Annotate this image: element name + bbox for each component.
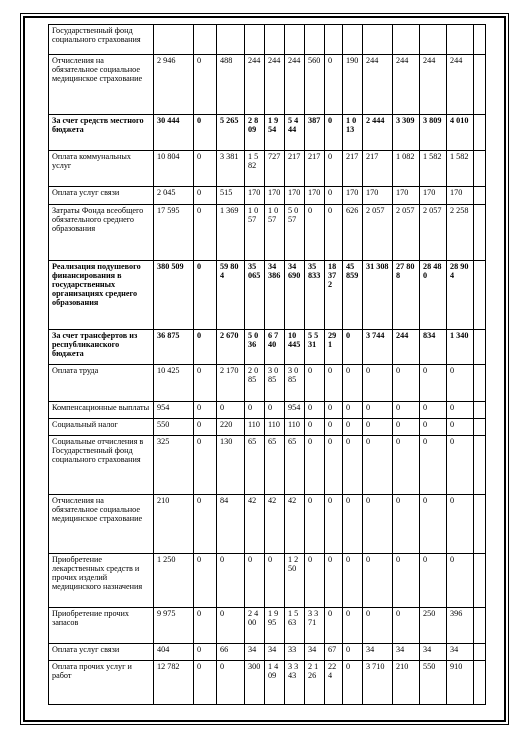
table-cell: 0 [194,151,217,187]
table-cell: 59 804 [217,261,245,330]
table-cell: 244 [420,55,447,115]
table-cell: 0 [194,436,217,495]
row-label: Оплата труда [49,365,154,402]
table-cell: 10 425 [154,365,194,402]
table-cell: 2 444 [363,115,393,151]
table-cell: 0 [447,495,474,554]
table-cell: 244 [245,55,265,115]
table-cell: 0 [194,55,217,115]
table-cell: 488 [217,55,245,115]
row-label: Затраты Фонда всеобщего обязательного среднего образования [49,205,154,261]
table-cell: 0 [363,554,393,608]
table-row [49,151,486,187]
table-row [49,205,486,261]
row-label: Компенсационные выплаты [49,402,154,419]
table-cell: 67 [325,644,343,661]
table-cell: 0 [393,402,420,419]
row-label: За счет средств местного бюджета [49,115,154,151]
table-cell: 1 340 [447,330,474,365]
table-cell: 834 [420,330,447,365]
table-cell: 0 [217,554,245,608]
table-row [49,25,486,55]
table-cell: 0 [343,436,363,495]
table-cell [474,608,486,644]
table-cell [474,419,486,436]
table-cell: 0 [194,661,217,705]
table-row [49,661,486,705]
table-cell: 2 946 [154,55,194,115]
table-cell: 1 369 [217,205,245,261]
table-cell: 0 [325,436,343,495]
table-cell: 130 [217,436,245,495]
table-cell: 0 [194,115,217,151]
table-cell: 1 250 [154,554,194,608]
table-cell: 2 057 [363,205,393,261]
table-cell: 3 381 [217,151,245,187]
table-cell: 0 [325,187,343,205]
table-cell: 0 [393,495,420,554]
table-cell: 6 740 [265,330,285,365]
table-cell: 0 [343,495,363,554]
table-cell [474,661,486,705]
table-cell: 560 [305,55,325,115]
table-row [49,608,486,644]
table-cell: 170 [343,187,363,205]
budget-table [48,24,486,705]
table-cell [474,365,486,402]
table-cell: 110 [245,419,265,436]
row-label: Оплата услуг связи [49,644,154,661]
table-cell: 217 [305,151,325,187]
table-cell: 0 [343,608,363,644]
table-cell [420,25,447,55]
table-cell: 5 036 [245,330,265,365]
table-cell: 727 [265,151,285,187]
table-row [49,115,486,151]
table-row [49,55,486,115]
table-cell: 0 [305,205,325,261]
table-row [49,330,486,365]
table-cell: 224 [325,661,343,705]
table-cell: 4 010 [447,115,474,151]
table-cell: 0 [325,151,343,187]
table-cell: 2 085 [245,365,265,402]
table-cell [474,644,486,661]
table-cell: 1 057 [265,205,285,261]
table-cell: 0 [447,365,474,402]
table-cell [393,25,420,55]
table-cell [474,25,486,55]
table-cell: 34 [447,644,474,661]
row-label: За счет трансфертов из республиканского бюджета [49,330,154,365]
table-cell: 0 [245,402,265,419]
table-cell: 34 [363,644,393,661]
table-cell: 0 [194,261,217,330]
table-cell: 9 975 [154,608,194,644]
table-cell: 0 [217,402,245,419]
table-cell: 217 [285,151,305,187]
table-cell: 404 [154,644,194,661]
table-cell: 18 372 [325,261,343,330]
table-cell: 42 [285,495,305,554]
table-cell: 170 [305,187,325,205]
table-cell: 65 [285,436,305,495]
row-label: Приобретение прочих запасов [49,608,154,644]
table-cell: 17 595 [154,205,194,261]
table-cell: 84 [217,495,245,554]
table-cell: 0 [217,608,245,644]
table-cell: 0 [305,436,325,495]
table-cell: 10 804 [154,151,194,187]
table-row [49,554,486,608]
table-cell: 0 [194,187,217,205]
table-cell: 1 250 [285,554,305,608]
table-cell: 0 [194,644,217,661]
table-cell: 3 710 [363,661,393,705]
table-cell: 0 [194,402,217,419]
table-cell: 0 [420,554,447,608]
table-cell: 244 [265,55,285,115]
table-cell: 0 [343,644,363,661]
table-cell: 0 [447,554,474,608]
table-cell: 0 [194,330,217,365]
table-cell [474,436,486,495]
table-cell: 300 [245,661,265,705]
table-cell: 0 [305,554,325,608]
table-cell: 0 [325,365,343,402]
table-cell: 65 [265,436,285,495]
table-cell: 380 509 [154,261,194,330]
table-cell [474,115,486,151]
table-cell: 2 057 [393,205,420,261]
table-cell: 954 [154,402,194,419]
table-cell: 910 [447,661,474,705]
table-cell: 0 [393,419,420,436]
table-cell: 170 [447,187,474,205]
table-cell: 34 [265,644,285,661]
table-cell [154,25,194,55]
table-cell: 0 [343,330,363,365]
row-label: Приобретение лекарственных средств и прочих изделий медицинского назначения [49,554,154,608]
row-label: Социальный налог [49,419,154,436]
table-cell: 0 [325,55,343,115]
table-cell: 0 [447,402,474,419]
table-cell: 0 [393,554,420,608]
table-cell: 30 444 [154,115,194,151]
row-label: Социальные отчисления в Государственный фонд социального страхования [49,436,154,495]
table-cell: 2 258 [447,205,474,261]
table-row [49,436,486,495]
table-cell: 244 [447,55,474,115]
table-cell: 1 057 [245,205,265,261]
table-cell: 170 [420,187,447,205]
table-cell: 3 371 [305,608,325,644]
table-cell: 244 [393,55,420,115]
table-cell: 170 [265,187,285,205]
table-row [49,495,486,554]
table-cell: 3 809 [420,115,447,151]
table-cell: 34 [393,644,420,661]
table-cell [305,25,325,55]
table-cell: 110 [285,419,305,436]
table-cell: 0 [194,554,217,608]
table-cell: 244 [393,330,420,365]
table-cell: 0 [194,495,217,554]
table-cell: 2 809 [245,115,265,151]
table-cell: 65 [245,436,265,495]
table-cell: 1 995 [265,608,285,644]
table-cell: 28 480 [420,261,447,330]
row-label: Оплата прочих услуг и работ [49,661,154,705]
table-body [49,25,486,705]
table-cell: 2 126 [305,661,325,705]
table-row [49,402,486,419]
table-cell: 0 [420,419,447,436]
table-row [49,187,486,205]
table-cell: 250 [420,608,447,644]
table-cell: 626 [343,205,363,261]
table-cell: 1 013 [343,115,363,151]
table-cell: 31 308 [363,261,393,330]
row-label: Реализация подушевого финансирования в государственных организациях среднего образования [49,261,154,330]
table-cell: 35 833 [305,261,325,330]
table-cell: 170 [393,187,420,205]
table-cell: 1 409 [265,661,285,705]
table-cell: 0 [420,436,447,495]
table-cell: 110 [265,419,285,436]
row-label: Отчисления на обязательное социальное медицинское страхование [49,495,154,554]
table-cell [474,55,486,115]
table-cell: 34 690 [285,261,305,330]
table-cell: 515 [217,187,245,205]
table-row [49,419,486,436]
table-cell: 0 [343,554,363,608]
table-cell: 5 057 [285,205,305,261]
table-cell: 5 265 [217,115,245,151]
table-cell [474,261,486,330]
table-cell: 45 859 [343,261,363,330]
table-cell: 217 [343,151,363,187]
table-cell [325,25,343,55]
table-cell [343,25,363,55]
table-row [49,261,486,330]
table-cell: 1 082 [393,151,420,187]
table-cell: 220 [217,419,245,436]
table-cell: 0 [363,402,393,419]
table-cell: 34 [305,644,325,661]
table-cell [474,495,486,554]
table-cell: 244 [285,55,305,115]
table-cell: 0 [343,365,363,402]
table-cell: 550 [154,419,194,436]
table-cell: 1 954 [265,115,285,151]
table-cell: 0 [217,661,245,705]
table-cell [265,25,285,55]
table-cell: 0 [325,115,343,151]
table-cell: 170 [285,187,305,205]
table-cell: 2 400 [245,608,265,644]
table-cell: 2 045 [154,187,194,205]
table-cell: 0 [265,554,285,608]
table-cell: 5 444 [285,115,305,151]
table-cell: 34 386 [265,261,285,330]
table-cell: 0 [420,365,447,402]
table-cell: 0 [325,402,343,419]
table-cell: 325 [154,436,194,495]
table-cell: 244 [363,55,393,115]
table-cell: 1 582 [420,151,447,187]
table-cell: 5 531 [305,330,325,365]
table-cell: 0 [393,436,420,495]
table-cell [474,151,486,187]
table-cell: 2 170 [217,365,245,402]
table-cell: 0 [305,402,325,419]
table-cell: 0 [447,419,474,436]
table-cell: 33 [285,644,305,661]
table-cell: 0 [194,205,217,261]
table-cell: 0 [363,495,393,554]
table-cell: 0 [363,436,393,495]
table-cell: 0 [194,608,217,644]
table-cell: 550 [420,661,447,705]
table-cell: 387 [305,115,325,151]
table-cell: 954 [285,402,305,419]
table-cell: 210 [154,495,194,554]
table-cell [217,25,245,55]
table-cell [474,205,486,261]
table-cell: 3 309 [393,115,420,151]
table-cell: 190 [343,55,363,115]
table-cell: 0 [325,495,343,554]
table-cell [245,25,265,55]
table-cell: 3 085 [265,365,285,402]
table-cell: 42 [245,495,265,554]
table-cell: 28 904 [447,261,474,330]
table-cell [194,25,217,55]
table-cell: 1 582 [447,151,474,187]
table-cell: 0 [305,365,325,402]
table-row [49,365,486,402]
table-cell: 2 057 [420,205,447,261]
table-cell [447,25,474,55]
table-cell: 0 [245,554,265,608]
table-cell: 3 085 [285,365,305,402]
table-cell: 396 [447,608,474,644]
table-cell: 0 [343,661,363,705]
table-cell: 217 [363,151,393,187]
table-cell: 0 [393,365,420,402]
table-cell: 170 [363,187,393,205]
table-cell: 0 [363,608,393,644]
table-cell: 0 [420,495,447,554]
table-cell [474,402,486,419]
table-cell: 291 [325,330,343,365]
table-cell: 36 875 [154,330,194,365]
table-cell: 0 [305,419,325,436]
table-cell [474,330,486,365]
table-row [49,644,486,661]
table-cell: 12 782 [154,661,194,705]
table-cell [363,25,393,55]
table-cell: 0 [447,436,474,495]
table-cell: 0 [343,419,363,436]
row-label: Отчисления на обязательное социальное медицинское страхование [49,55,154,115]
table-cell: 34 [420,644,447,661]
table-cell: 0 [393,608,420,644]
table-cell: 42 [265,495,285,554]
table-cell: 0 [363,419,393,436]
table-cell: 0 [363,365,393,402]
table-cell: 0 [325,419,343,436]
row-label: Оплата коммунальных услуг [49,151,154,187]
table-cell: 0 [420,402,447,419]
table-cell: 0 [194,365,217,402]
table-cell [285,25,305,55]
table-cell: 0 [343,402,363,419]
table-cell: 0 [325,608,343,644]
table-cell: 2 670 [217,330,245,365]
table-cell: 210 [393,661,420,705]
table-cell: 3 744 [363,330,393,365]
table-cell: 1 582 [245,151,265,187]
table-cell: 0 [265,402,285,419]
table-cell: 1 563 [285,608,305,644]
table-cell: 0 [325,554,343,608]
row-label: Государственный фонд социального страхования [49,25,154,55]
table-cell: 3 343 [285,661,305,705]
row-label: Оплата услуг связи [49,187,154,205]
table-cell [474,187,486,205]
table-cell: 0 [325,205,343,261]
table-cell: 27 808 [393,261,420,330]
table-cell: 34 [245,644,265,661]
table-cell [474,554,486,608]
table-cell: 170 [245,187,265,205]
table-cell: 35 065 [245,261,265,330]
table-cell: 10 445 [285,330,305,365]
table-cell: 66 [217,644,245,661]
table-cell: 0 [305,495,325,554]
table-cell: 0 [194,419,217,436]
